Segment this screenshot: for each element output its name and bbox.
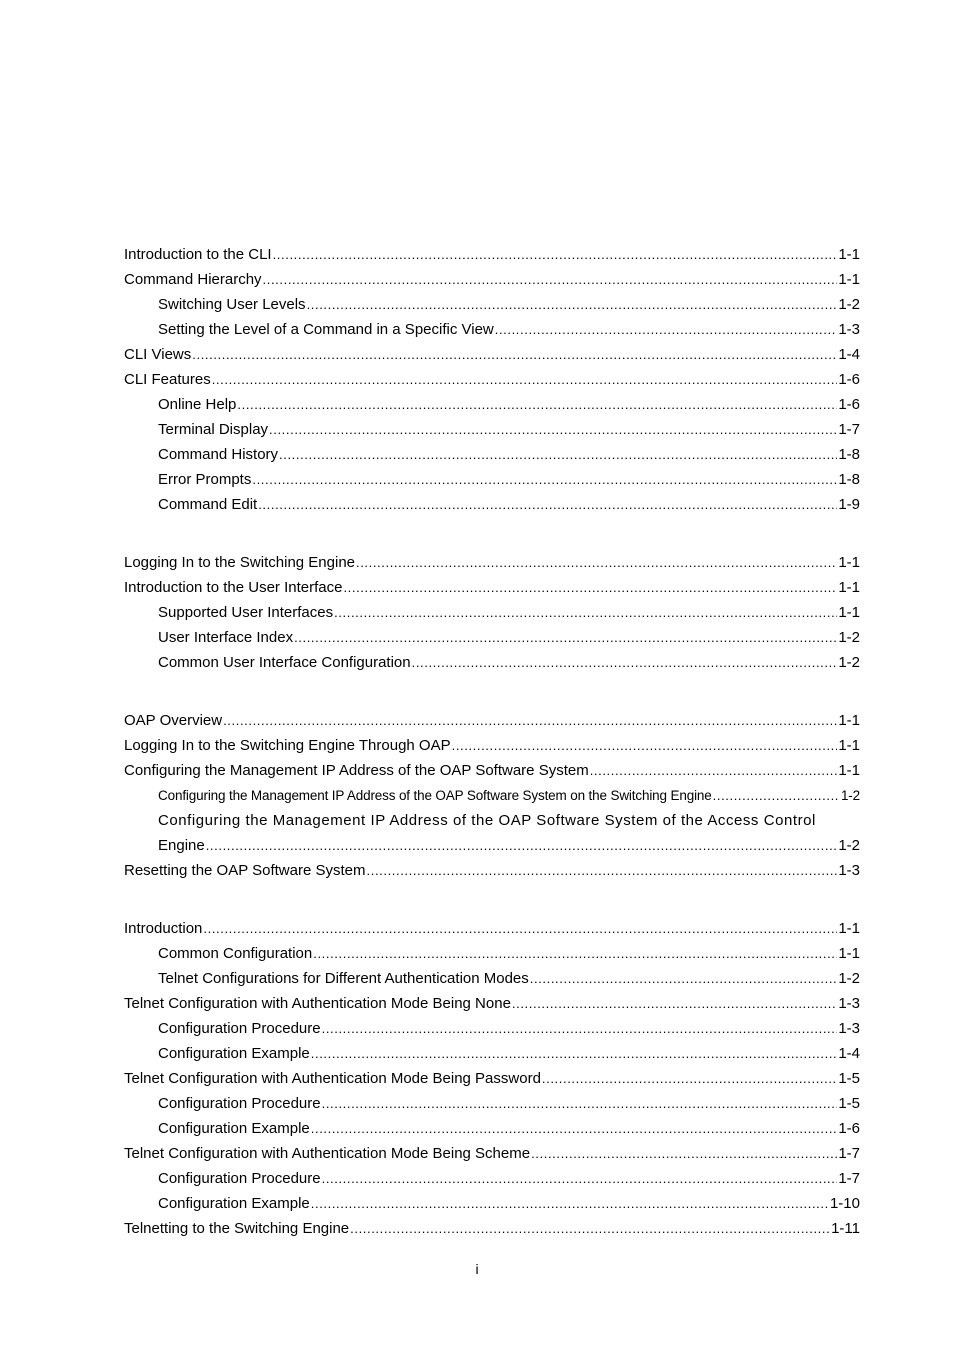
toc-entry-page: 1-1 xyxy=(838,579,860,596)
toc-entry-page: 1-7 xyxy=(838,1170,860,1187)
toc-entry[interactable] xyxy=(124,783,860,808)
toc-entry[interactable] xyxy=(124,1116,860,1141)
toc-entry[interactable] xyxy=(124,342,860,367)
toc-entry-title: Online Help xyxy=(158,396,237,413)
toc-entry[interactable] xyxy=(124,991,860,1016)
toc-entry-title: Logging In to the Switching Engine xyxy=(124,554,355,571)
toc-entry[interactable] xyxy=(124,758,860,783)
toc-entry-title: Logging In to the Switching Engine Through OAP xyxy=(124,737,451,754)
dot-leader xyxy=(212,367,838,392)
dot-leader xyxy=(350,1216,830,1241)
toc-entry[interactable] xyxy=(124,267,860,292)
toc-entry-title: Introduction to the User Interface xyxy=(124,579,343,596)
toc-entry-page: 1-3 xyxy=(838,321,860,338)
dot-leader xyxy=(590,758,838,783)
dot-leader xyxy=(322,1016,838,1041)
dot-leader xyxy=(334,600,837,625)
toc-entry[interactable] xyxy=(124,392,860,417)
toc-entry-title: Introduction xyxy=(124,920,203,937)
toc-entry[interactable] xyxy=(124,1041,860,1066)
toc-entry-page: 1-4 xyxy=(838,1045,860,1062)
dot-leader xyxy=(542,1066,837,1091)
toc-entry-title: Configuration Procedure xyxy=(158,1020,321,1037)
toc-entry-title: Engine xyxy=(158,837,205,854)
toc-entry-page: 1-1 xyxy=(838,554,860,571)
toc-entry-page: 1-1 xyxy=(838,271,860,288)
dot-leader xyxy=(223,708,837,733)
toc-entry[interactable] xyxy=(124,600,860,625)
dot-leader xyxy=(452,733,838,758)
toc-entry-title: Switching User Levels xyxy=(158,296,306,313)
toc-section xyxy=(124,916,860,1241)
dot-leader xyxy=(206,833,838,858)
toc-entry-title: Error Prompts xyxy=(158,471,252,488)
dot-leader xyxy=(237,392,837,417)
toc-entry-title: Resetting the OAP Software System xyxy=(124,862,366,879)
page-number: i xyxy=(475,1261,479,1277)
toc-entry-title: Command History xyxy=(158,446,279,463)
toc-entry-title: Telnet Configurations for Different Authentication Modes xyxy=(158,970,529,987)
toc-entry-page: 1-8 xyxy=(838,471,860,488)
toc-section xyxy=(124,550,860,675)
toc-entry[interactable] xyxy=(124,367,860,392)
toc-entry-page: 1-9 xyxy=(838,496,860,513)
table-of-contents xyxy=(124,242,860,1241)
toc-entry[interactable] xyxy=(124,625,860,650)
toc-entry-title: Command Edit xyxy=(158,496,258,513)
toc-entry-title: User Interface Index xyxy=(158,629,294,646)
dot-leader xyxy=(343,575,837,600)
toc-entry[interactable] xyxy=(124,317,860,342)
toc-entry-title: Configuration Example xyxy=(158,1195,310,1212)
dot-leader xyxy=(269,417,837,442)
toc-entry-page: 1-3 xyxy=(838,1020,860,1037)
toc-entry-page: 1-10 xyxy=(829,1195,860,1212)
dot-leader xyxy=(279,442,837,467)
toc-entry-title: Configuring the Management IP Address of the OAP Software System of the Access Control xyxy=(158,812,816,829)
toc-entry-title: Common Configuration xyxy=(158,945,313,962)
toc-entry[interactable] xyxy=(124,292,860,317)
toc-entry-page: 1-2 xyxy=(840,788,860,803)
dot-leader xyxy=(311,1191,829,1216)
toc-entry-title: OAP Overview xyxy=(124,712,223,729)
toc-entry[interactable] xyxy=(124,575,860,600)
dot-leader xyxy=(412,650,838,675)
toc-entry-title: Setting the Level of a Command in a Specific View xyxy=(158,321,494,338)
toc-entry-page: 1-6 xyxy=(838,371,860,388)
toc-entry-title: Telnet Configuration with Authentication Mode Being None xyxy=(124,995,511,1012)
toc-entry[interactable] xyxy=(124,442,860,467)
toc-entry[interactable] xyxy=(124,916,860,941)
dot-leader xyxy=(311,1041,838,1066)
toc-entry[interactable] xyxy=(124,1216,860,1241)
dot-leader xyxy=(258,492,837,517)
toc-entry[interactable] xyxy=(124,708,860,733)
dot-leader xyxy=(531,1141,837,1166)
dot-leader xyxy=(307,292,838,317)
toc-entry[interactable] xyxy=(124,242,860,267)
dot-leader xyxy=(322,1091,838,1116)
toc-entry-title: Configuration Example xyxy=(158,1120,310,1137)
toc-entry-page: 1-5 xyxy=(838,1070,860,1087)
toc-entry-page: 1-1 xyxy=(838,712,860,729)
toc-entry-page: 1-2 xyxy=(838,837,860,854)
toc-entry[interactable] xyxy=(124,417,860,442)
toc-entry-page: 1-1 xyxy=(838,762,860,779)
toc-entry[interactable] xyxy=(124,650,860,675)
toc-entry-page: 1-3 xyxy=(838,995,860,1012)
toc-entry[interactable] xyxy=(124,1191,860,1216)
toc-entry-title: Terminal Display xyxy=(158,421,269,438)
toc-entry-title: CLI Features xyxy=(124,371,211,388)
toc-entry-page: 1-4 xyxy=(838,346,860,363)
toc-entry-title: Configuring the Management IP Address of the OAP Software System on the Switching Engine xyxy=(158,788,712,803)
dot-leader xyxy=(203,916,837,941)
toc-entry-title: Introduction to the CLI xyxy=(124,246,272,263)
toc-entry-title: CLI Views xyxy=(124,346,192,363)
toc-entry-page: 1-1 xyxy=(838,945,860,962)
toc-entry[interactable] xyxy=(124,1141,860,1166)
toc-entry-page: 1-6 xyxy=(838,396,860,413)
dot-leader xyxy=(530,966,838,991)
dot-leader xyxy=(273,242,838,267)
toc-entry-title: Command Hierarchy xyxy=(124,271,262,288)
toc-entry-page: 1-7 xyxy=(838,1145,860,1162)
toc-entry[interactable] xyxy=(124,1166,860,1191)
toc-entry-title: Telnetting to the Switching Engine xyxy=(124,1220,350,1237)
toc-entry-page: 1-11 xyxy=(831,1220,860,1237)
toc-entry-page: 1-2 xyxy=(838,296,860,313)
toc-entry[interactable] xyxy=(124,467,860,492)
toc-entry-title: Configuration Example xyxy=(158,1045,310,1062)
toc-entry-title: Telnet Configuration with Authentication Mode Being Scheme xyxy=(124,1145,531,1162)
toc-entry[interactable] xyxy=(124,833,860,858)
toc-entry-page: 1-2 xyxy=(838,970,860,987)
dot-leader xyxy=(252,467,837,492)
dot-leader xyxy=(322,1166,838,1191)
toc-entry[interactable] xyxy=(124,858,860,883)
toc-entry-page: 1-7 xyxy=(838,421,860,438)
toc-section xyxy=(124,708,860,883)
dot-leader xyxy=(512,991,837,1016)
toc-entry-page: 1-8 xyxy=(838,446,860,463)
toc-entry-title: Configuring the Management IP Address of the OAP Software System xyxy=(124,762,589,779)
toc-entry-title: Configuration Procedure xyxy=(158,1170,321,1187)
toc-section xyxy=(124,242,860,517)
toc-entry[interactable] xyxy=(124,966,860,991)
toc-entry-page: 1-3 xyxy=(838,862,860,879)
dot-leader xyxy=(313,941,837,966)
dot-leader xyxy=(294,625,837,650)
toc-entry-title: Telnet Configuration with Authentication Mode Being Password xyxy=(124,1070,541,1087)
toc-entry-page: 1-2 xyxy=(838,654,860,671)
toc-entry[interactable] xyxy=(124,941,860,966)
toc-entry-title: Common User Interface Configuration xyxy=(158,654,411,671)
dot-leader xyxy=(367,858,838,883)
toc-entry-page: 1-5 xyxy=(838,1095,860,1112)
toc-entry[interactable] xyxy=(124,550,860,575)
toc-entry-page: 1-1 xyxy=(838,604,860,621)
toc-entry[interactable] xyxy=(124,1091,860,1116)
toc-entry-page: 1-1 xyxy=(838,920,860,937)
toc-entry-page: 1-1 xyxy=(838,737,860,754)
dot-leader xyxy=(495,317,838,342)
dot-leader xyxy=(192,342,837,367)
toc-entry[interactable] xyxy=(124,1066,860,1091)
dot-leader xyxy=(356,550,837,575)
toc-entry-page: 1-6 xyxy=(838,1120,860,1137)
dot-leader xyxy=(311,1116,838,1141)
toc-entry-page: 1-1 xyxy=(838,246,860,263)
toc-entry[interactable] xyxy=(124,733,860,758)
toc-entry[interactable] xyxy=(124,492,860,517)
dot-leader xyxy=(713,783,840,808)
dot-leader xyxy=(263,267,838,292)
toc-entry-page: 1-2 xyxy=(838,629,860,646)
toc-entry[interactable] xyxy=(124,1016,860,1041)
toc-entry-title: Configuration Procedure xyxy=(158,1095,321,1112)
toc-entry-title: Supported User Interfaces xyxy=(158,604,334,621)
